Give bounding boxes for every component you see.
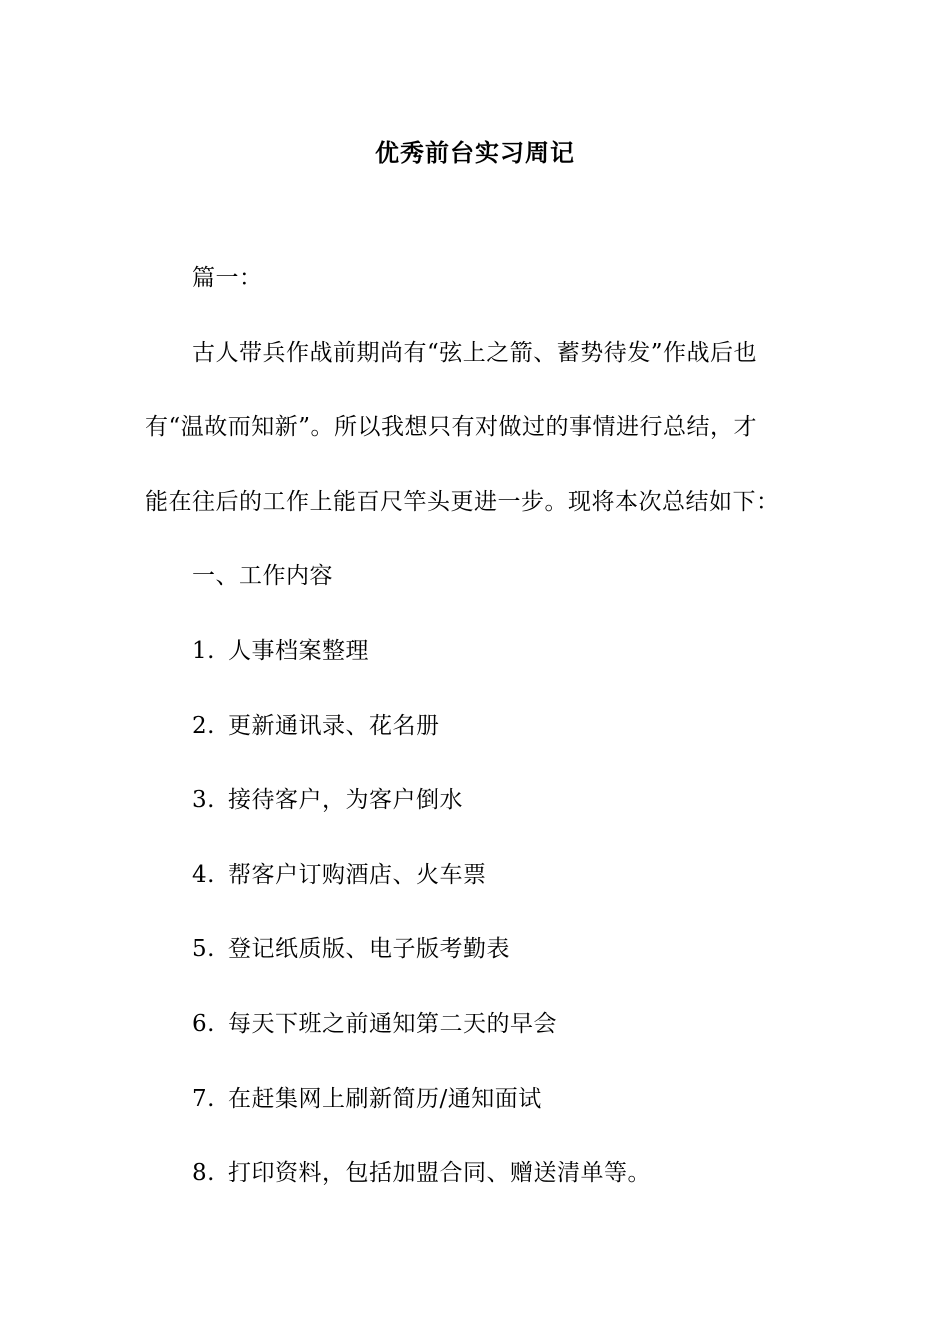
subheading-work-content: 一、工作内容 xyxy=(192,563,333,589)
list-item xyxy=(192,1157,651,1189)
list-item xyxy=(192,710,440,742)
list-item-text: 在赶集网上刷新简历/通知面试 xyxy=(228,1086,542,1112)
list-item-text: 每天下班之前通知第二天的早会 xyxy=(228,1011,557,1037)
intro-line-1: 古人带兵作战前期尚有“弦上之箭、蓄势待发”作战后也 xyxy=(192,340,758,366)
list-item-number: 5. xyxy=(192,936,215,962)
list-item-number: 8. xyxy=(192,1160,215,1186)
list-item-text: 人事档案整理 xyxy=(228,638,369,664)
list-item xyxy=(192,1083,542,1115)
intro-line-3: 能在往后的工作上能百尺竿头更进一步。现将本次总结如下： xyxy=(145,489,780,515)
section-heading: 篇一： xyxy=(192,265,263,291)
list-item xyxy=(192,1008,557,1040)
list-item-text: 更新通讯录、花名册 xyxy=(228,713,440,739)
list-item xyxy=(192,784,463,816)
list-item-text: 接待客户，为客户倒水 xyxy=(228,787,463,813)
list-item-number: 6. xyxy=(192,1011,215,1037)
list-item xyxy=(192,859,487,891)
intro-line-2: 有“温故而知新”。所以我想只有对做过的事情进行总结，才 xyxy=(145,414,758,440)
list-item xyxy=(192,933,510,965)
list-item-number: 1. xyxy=(192,638,215,664)
list-item-number: 4. xyxy=(192,862,215,888)
list-item-number: 3. xyxy=(192,787,215,813)
list-item xyxy=(192,635,369,667)
document-title: 优秀前台实习周记 xyxy=(375,138,575,167)
list-item-number: 7. xyxy=(192,1086,215,1112)
list-item-text: 登记纸质版、电子版考勤表 xyxy=(228,936,510,962)
list-item-text: 帮客户订购酒店、火车票 xyxy=(228,862,487,888)
list-item-text: 打印资料，包括加盟合同、赠送清单等。 xyxy=(228,1160,651,1186)
list-item-number: 2. xyxy=(192,713,215,739)
